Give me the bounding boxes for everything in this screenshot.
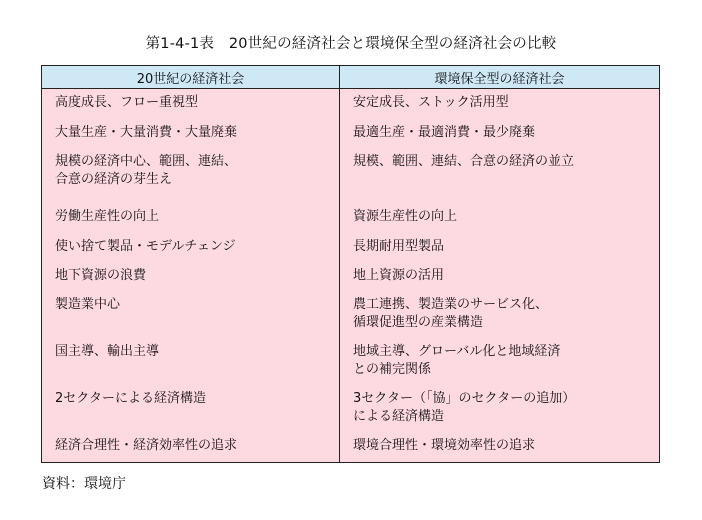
- table-row: [42, 233, 660, 262]
- table-row: [42, 89, 660, 120]
- column-header-environmental: 環境保全型の経済社会: [340, 66, 660, 89]
- table-row: [42, 432, 660, 463]
- cell-20th-century: 規模の経済中心、範囲、連結、 合意の経済の芽生え: [42, 148, 340, 203]
- column-header-20th-century: 20世紀の経済社会: [42, 66, 340, 89]
- table-row: [42, 203, 660, 233]
- cell-20th-century: 経済合理性・経済効率性の追求: [42, 432, 340, 463]
- table-row: [42, 262, 660, 291]
- table-row: [42, 148, 660, 203]
- cell-environmental: 最適生産・最適消費・最少廃棄: [340, 119, 660, 148]
- table-row: [42, 338, 660, 385]
- cell-environmental: 農工連携、製造業のサービス化、 循環促進型の産業構造: [340, 291, 660, 338]
- comparison-table: [41, 65, 660, 463]
- cell-20th-century: 大量生産・大量消費・大量廃棄: [42, 119, 340, 148]
- cell-20th-century: 地下資源の浪費: [42, 262, 340, 291]
- table-title: 第1-4-1表 20世紀の経済社会と環境保全型の経済社会の比較: [145, 36, 557, 52]
- cell-20th-century: 国主導、輸出主導: [42, 338, 340, 385]
- cell-20th-century: 2セクターによる経済構造: [42, 385, 340, 432]
- source-note: 資料：環境庁: [42, 476, 126, 492]
- cell-environmental: 規模、範囲、連結、合意の経済の並立: [340, 148, 660, 203]
- cell-20th-century: 高度成長、フロー重視型: [42, 89, 340, 120]
- cell-environmental: 3セクター（「協」のセクターの追加） による経済構造: [340, 385, 660, 432]
- cell-environmental: 地域主導、グローバル化と地域経済 との補完関係: [340, 338, 660, 385]
- cell-20th-century: 製造業中心: [42, 291, 340, 338]
- table-row: [42, 385, 660, 432]
- table-row: [42, 119, 660, 148]
- cell-20th-century: 使い捨て製品・モデルチェンジ: [42, 233, 340, 262]
- cell-environmental: 地上資源の活用: [340, 262, 660, 291]
- table-header-row: [42, 66, 660, 89]
- cell-environmental: 安定成長、ストック活用型: [340, 89, 660, 120]
- cell-environmental: 環境合理性・環境効率性の追求: [340, 432, 660, 463]
- table-row: [42, 291, 660, 338]
- cell-environmental: 長期耐用型製品: [340, 233, 660, 262]
- cell-20th-century: 労働生産性の向上: [42, 203, 340, 233]
- cell-environmental: 資源生産性の向上: [340, 203, 660, 233]
